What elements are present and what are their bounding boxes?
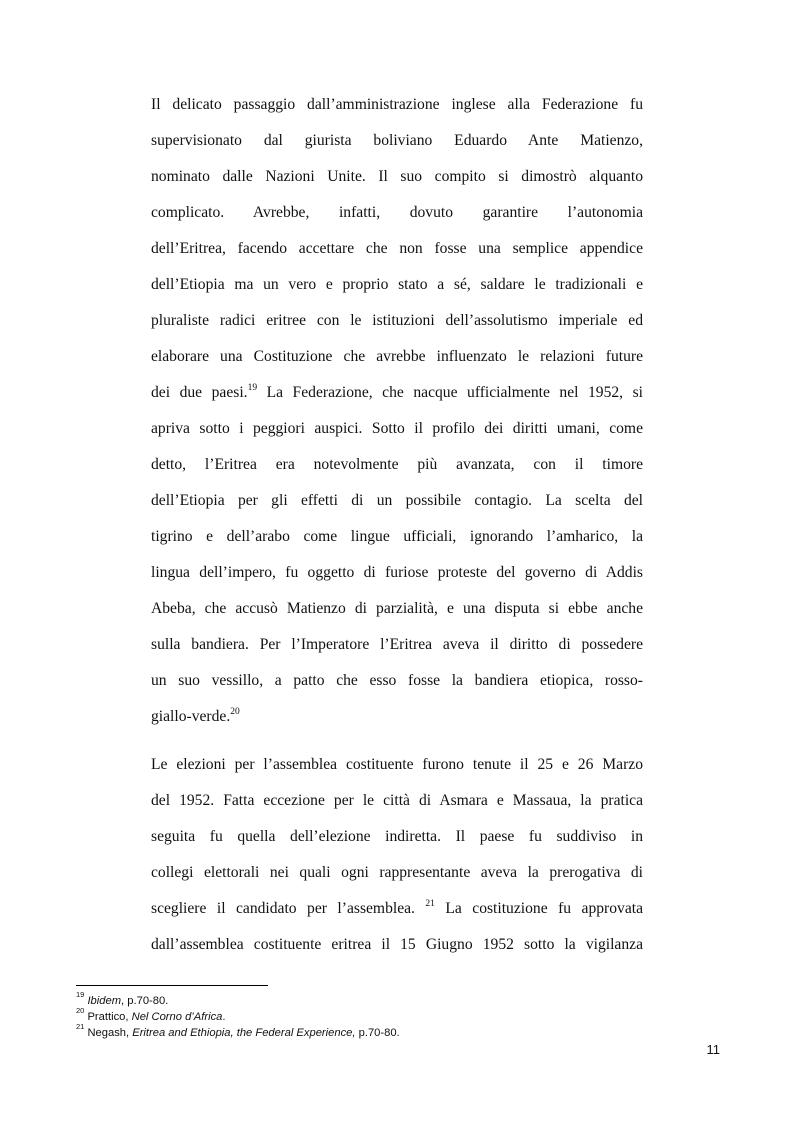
page-number: 11 — [706, 1042, 720, 1057]
footnote-text: . — [222, 1011, 226, 1023]
text-line: supervisionato dal giurista boliviano Eduardo Ante Matienzo, — [151, 132, 643, 149]
footnote-number: 21 — [76, 1022, 85, 1032]
text-line: dell’Etiopia ma un vero e proprio stato a sé, saldare le tradizionali e — [151, 276, 643, 293]
text-line: dell’Etiopia per gli effetti di un possibile contagio. La scelta del — [151, 492, 643, 509]
text-line: tigrino e dell’arabo come lingue ufficiali, ignorando l’amharico, la — [151, 528, 643, 545]
text-segment: giallo-verde. — [151, 708, 231, 725]
text-segment: scegliere il candidato per l’assemblea. — [151, 900, 426, 917]
text-line — [151, 382, 643, 404]
text-line: nominato dalle Nazioni Unite. Il suo compito si dimostrò alquanto — [151, 168, 643, 185]
text-line: lingua dell’impero, fu oggetto di furiose proteste del governo di Addis — [151, 564, 643, 581]
footnote-text: p.70-80. — [355, 1027, 400, 1039]
footnote-ref-19[interactable]: 19 — [247, 382, 258, 393]
text-line: dell’Eritrea, facendo accettare che non fosse una semplice appendice — [151, 240, 643, 257]
text-segment: La costituzione fu approvata — [434, 900, 643, 917]
footnote-ref-21[interactable]: 21 — [425, 898, 435, 909]
text-line: collegi elettorali nei quali ogni rappresentante aveva la prerogativa di — [151, 864, 643, 881]
text-line: sulla bandiera. Per l’Imperatore l’Eritrea aveva il diritto di possedere — [151, 636, 643, 653]
text-line: apriva sotto i peggiori auspici. Sotto il profilo dei diritti umani, come — [151, 420, 643, 437]
footnote-separator — [76, 985, 268, 986]
text-line: dall’assemblea costituente eritrea il 15 Giugno 1952 sotto la vigilanza — [151, 936, 643, 953]
text-segment: La Federazione, che nacque ufficialmente nel 1952, si — [257, 384, 643, 401]
text-line: seguita fu quella dell’elezione indiretta. Il paese fu suddiviso in — [151, 828, 643, 845]
text-line: detto, l’Eritrea era notevolmente più avanzata, con il timore — [151, 456, 643, 473]
footnote-author: Negash, — [87, 1027, 133, 1039]
text-line: del 1952. Fatta eccezione per le città di Asmara e Massaua, la pratica — [151, 792, 643, 809]
text-segment: dei due paesi. — [151, 384, 248, 401]
footnote-italic: Ibidem — [87, 995, 122, 1007]
footnote-italic: Eritrea and Ethiopia, the Federal Experience, — [132, 1027, 356, 1039]
text-line — [151, 706, 643, 728]
footnote-number: 20 — [76, 1006, 85, 1016]
text-line — [151, 898, 643, 920]
text-line: Abeba, che accusò Matienzo di parzialità, e una disputa si ebbe anche — [151, 600, 643, 617]
footnote-21 — [76, 1022, 400, 1041]
footnote-text: , p.70-80. — [121, 995, 169, 1007]
footnote-number: 19 — [76, 990, 85, 1000]
text-line: un suo vessillo, a patto che esso fosse la bandiera etiopica, rosso- — [151, 672, 643, 689]
footnote-italic: Nel Corno d’Africa — [131, 1011, 223, 1023]
text-line: Le elezioni per l’assemblea costituente furono tenute il 25 e 26 Marzo — [151, 756, 643, 773]
text-line: elaborare una Costituzione che avrebbe influenzato le relazioni future — [151, 348, 643, 365]
footnote-20 — [76, 1006, 226, 1025]
text-line: pluraliste radici eritree con le istituzioni dell’assolutismo imperiale ed — [151, 312, 643, 329]
footnote-ref-20[interactable]: 20 — [230, 706, 240, 717]
footnote-author: Prattico, — [87, 1011, 132, 1023]
text-line: complicato. Avrebbe, infatti, dovuto garantire l’autonomia — [151, 204, 643, 221]
text-line: Il delicato passaggio dall’amministrazione inglese alla Federazione fu — [151, 96, 643, 113]
footnote-19 — [76, 990, 169, 1009]
